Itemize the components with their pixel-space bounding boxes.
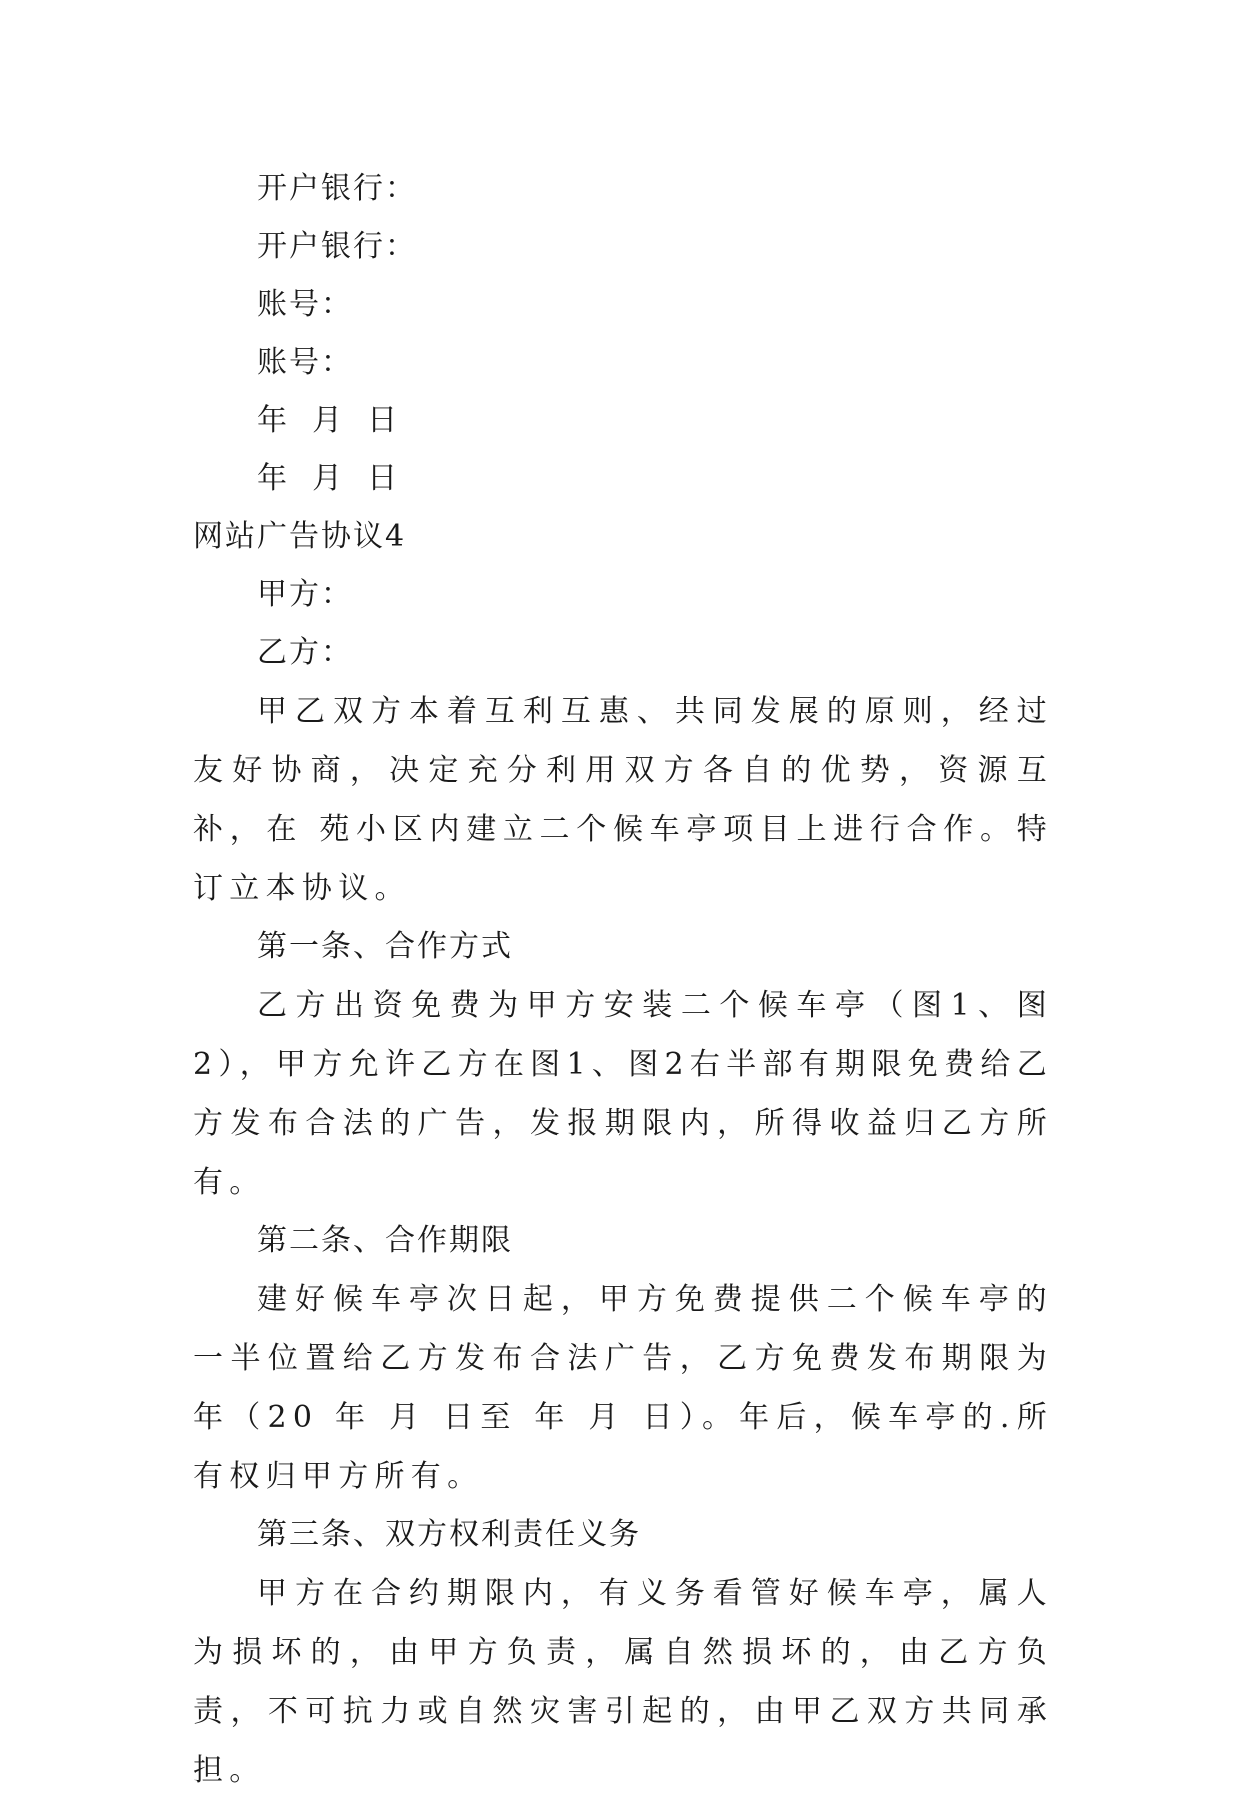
date-line-1: 年 月 日 <box>257 403 400 438</box>
article-1-text: 乙方出资免费为甲方安装二个候车亭（图1、图2），甲方允许乙方在图1、图2右半部有期限免费给乙方发布合法的广告，发报期限内，所得收益归乙方所有。 <box>193 988 1053 1200</box>
document-body <box>193 160 1053 1800</box>
bank-line-1: 开户银行： <box>257 171 417 206</box>
party-b-label: 乙方： <box>257 635 353 670</box>
article-3-text: 甲方在合约期限内，有义务看管好候车亭，属人为损坏的，由甲方负责，属自然损坏的，由乙方负责，不可抗力或自然灾害引起的，由甲乙双方共同承担。 <box>193 1576 1053 1788</box>
agreement-title: 网站广告协议4 <box>193 519 407 554</box>
article-3-title: 第三条、双方权利责任义务 <box>257 1517 641 1552</box>
party-a-label: 甲方： <box>257 577 353 612</box>
intro-paragraph: 甲乙双方本着互利互惠、共同发展的原则，经过友好协商，决定充分利用双方各自的优势，资源互补，在 苑小区内建立二个候车亭项目上进行合作。特订立本协议。 <box>193 694 1053 906</box>
bank-line-2: 开户银行： <box>257 229 417 264</box>
date-line-2: 年 月 日 <box>257 461 400 496</box>
account-line-1: 账号： <box>257 287 353 322</box>
article-1-title: 第一条、合作方式 <box>257 929 513 964</box>
article-2-title: 第二条、合作期限 <box>257 1223 513 1258</box>
article-2-text: 建好候车亭次日起，甲方免费提供二个候车亭的一半位置给乙方发布合法广告，乙方免费发布期限为年（20 年 月 日至 年 月 日）。年后，候车亭的.所有权归甲方所有。 <box>193 1282 1053 1494</box>
account-line-2: 账号： <box>257 345 353 380</box>
